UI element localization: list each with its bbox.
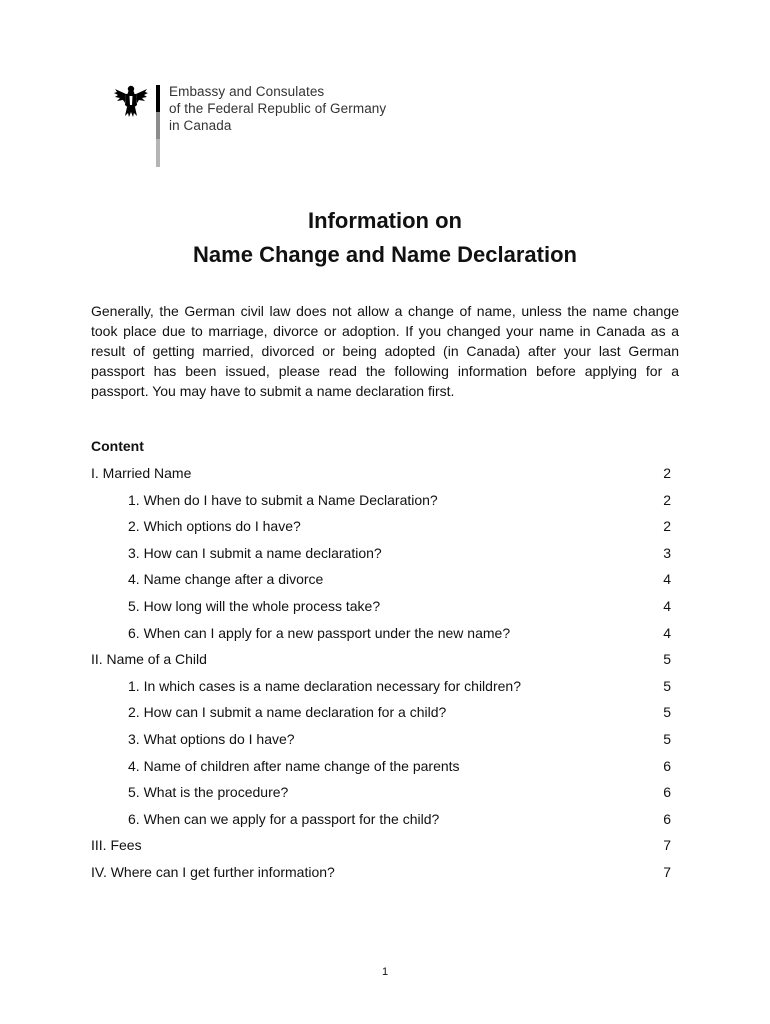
toc-label: I. Married Name (91, 465, 192, 481)
toc-section-name-of-child[interactable] (91, 646, 671, 673)
toc-entry[interactable] (91, 673, 671, 700)
toc-entry[interactable] (91, 593, 671, 620)
toc-label: 6. When can we apply for a passport for the child? (128, 810, 440, 827)
toc-label: 6. When can I apply for a new passport under the new name? (128, 624, 511, 641)
federal-eagle-icon (113, 83, 149, 119)
toc-entry[interactable] (91, 753, 671, 780)
toc-entry[interactable] (91, 566, 671, 593)
toc-entry[interactable] (91, 779, 671, 806)
toc-entry[interactable] (91, 806, 671, 833)
toc-entry[interactable] (91, 620, 671, 647)
organization-line-3: in Canada (169, 118, 232, 133)
toc-page-number: 5 (663, 651, 671, 668)
toc-label: 1. When do I have to submit a Name Declaration? (128, 491, 438, 508)
toc-page-number: 6 (663, 810, 671, 827)
toc-page-number: 7 (663, 863, 671, 880)
toc-page-number: 5 (663, 704, 671, 721)
toc-label: 4. Name of children after name change of the parents (128, 757, 460, 774)
intro-paragraph: Generally, the German civil law does not allow a change of name, unless the name change took place due to marriage, divorce or adoption. If you changed your name in Canada as a result of getting married, divorced or being adopted (in Canada) after your last German passport has been issued, please read the following information before applying for a passport. You may have to submit a name declaration first. (91, 303, 679, 399)
page-number: 1 (381, 966, 389, 978)
document-title-line-2: Name Change and Name Declaration (193, 242, 577, 267)
toc-page-number: 3 (663, 544, 671, 561)
table-of-contents (91, 460, 671, 886)
toc-page-number: 2 (663, 518, 671, 535)
toc-label: 3. How can I submit a name declaration? (128, 544, 382, 561)
toc-label: 3. What options do I have? (128, 730, 295, 747)
toc-section-fees[interactable] (91, 832, 671, 859)
toc-page-number: 6 (663, 784, 671, 801)
toc-label: 2. How can I submit a name declaration for a child? (128, 704, 447, 721)
organization-name (169, 83, 386, 134)
toc-entry[interactable] (91, 699, 671, 726)
toc-entry[interactable] (91, 726, 671, 753)
organization-line-1: Embassy and Consulates (169, 84, 325, 99)
toc-label: 1. In which cases is a name declaration necessary for children? (128, 677, 521, 694)
toc-entry[interactable] (91, 540, 671, 567)
toc-entry[interactable] (91, 513, 671, 540)
toc-label: 4. Name change after a divorce (128, 571, 324, 588)
toc-label: 5. How long will the whole process take? (128, 597, 381, 614)
toc-page-number: 2 (663, 465, 671, 481)
organization-line-2: of the Federal Republic of Germany (169, 101, 387, 116)
content-heading: Content (91, 438, 144, 454)
toc-label: II. Name of a Child (91, 651, 207, 668)
toc-page-number: 4 (663, 597, 671, 614)
toc-page-number: 6 (663, 757, 671, 774)
toc-page-number: 7 (663, 837, 671, 854)
letterhead-color-bar (156, 85, 160, 167)
toc-label: III. Fees (91, 837, 142, 854)
toc-page-number: 5 (663, 730, 671, 747)
toc-page-number: 4 (663, 571, 671, 588)
toc-page-number: 5 (663, 677, 671, 694)
toc-section-further-information[interactable] (91, 859, 671, 886)
toc-label: IV. Where can I get further information? (91, 863, 335, 880)
toc-page-number: 4 (663, 624, 671, 641)
toc-entry[interactable] (91, 487, 671, 514)
toc-section-married-name[interactable] (91, 460, 671, 487)
toc-label: 5. What is the procedure? (128, 784, 289, 801)
toc-label: 2. Which options do I have? (128, 518, 301, 535)
document-title-line-1: Information on (308, 208, 462, 233)
toc-page-number: 2 (663, 491, 671, 508)
